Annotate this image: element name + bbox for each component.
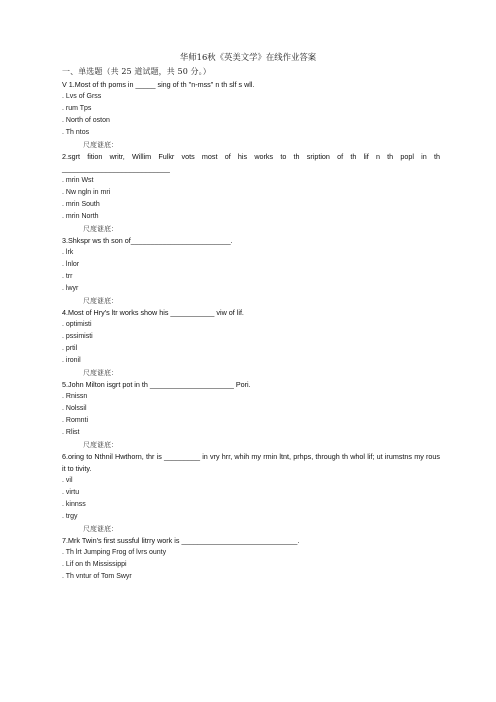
section-heading: 一、单选题（共 25 道试题，共 50 分。） xyxy=(62,67,211,76)
answer-option: . Nw ngln in mri xyxy=(62,189,111,196)
answer-label: 尺度谜底： xyxy=(83,525,118,533)
question-block xyxy=(62,151,440,235)
answer-label: 尺度谜底： xyxy=(83,225,118,233)
answer-option: . optimisti xyxy=(62,321,92,328)
answer-label: 尺度谜底： xyxy=(83,369,118,377)
question-list xyxy=(62,79,440,583)
question-block xyxy=(62,379,440,451)
answer-option: . trr xyxy=(62,273,73,280)
answer-option: . lrk xyxy=(62,249,74,256)
answer-option: . pssimisti xyxy=(62,333,93,340)
answer-option: . Th ntos xyxy=(62,129,90,136)
answer-option: . Rnissn xyxy=(62,393,88,400)
question-text: 2.sgrt fition writr, Willim Fulkr vots most of his works to th sription of th lif n th popl in th ___________________________ xyxy=(62,152,440,173)
answer-option: . kinnss xyxy=(62,501,86,508)
answer-option: . North of oston xyxy=(62,117,110,124)
question-block xyxy=(62,79,440,151)
answer-option: . prtil xyxy=(62,345,78,352)
question-text: V 1.Most of th poms in _____ sing of th "n-mss" n th slf s wll. xyxy=(62,80,255,89)
answer-option: . Lif on th Mississippi xyxy=(62,561,127,568)
answer-option: . rum Tps xyxy=(62,105,92,112)
answer-option: . lnlor xyxy=(62,261,80,268)
question-block xyxy=(62,307,440,379)
answer-option: . Lvs of Grss xyxy=(62,93,102,100)
answer-label: 尺度谜底： xyxy=(83,141,118,149)
answer-option: . Nolssil xyxy=(62,405,87,412)
answer-label: 尺度谜底： xyxy=(83,441,118,449)
question-text: 6.oring to Nthnil Hwthorn, thr is _________ in vry hrr, whih my rmin ltnt, prhps, through th whol lif; ut irumstns my rous it to tivity. xyxy=(62,452,440,473)
question-text: 5.John Milton isgrt pot in th _____________________ Pori. xyxy=(62,380,251,389)
answer-option: . mrin North xyxy=(62,213,99,220)
question-block xyxy=(62,535,440,583)
document-title: 华师16秋《英美文学》在线作业答案 xyxy=(179,52,317,62)
answer-label: 尺度谜底： xyxy=(83,297,118,305)
answer-option: . vil xyxy=(62,477,73,484)
question-text: 4.Most of Hry's ltr works show his ___________ viw of lif. xyxy=(62,308,244,317)
answer-option: . lwyr xyxy=(62,285,79,292)
question-block xyxy=(62,451,440,535)
question-text: 7.Mrk Twin's first sussful litrry work is _____________________________. xyxy=(62,536,300,545)
answer-option: . mrin Wst xyxy=(62,177,94,184)
answer-option: . virtu xyxy=(62,489,80,496)
answer-option: . trgy xyxy=(62,513,78,520)
answer-option: . Th vntur of Tom Swyr xyxy=(62,573,132,580)
question-text: 3.Shkspr ws th son of_________________________. xyxy=(62,236,233,245)
answer-option: . Romnti xyxy=(62,417,89,424)
answer-option: . ironil xyxy=(62,357,81,364)
answer-option: . Rlist xyxy=(62,429,80,436)
question-block xyxy=(62,235,440,307)
answer-option: . Th lrt Jumping Frog of lvrs ounty xyxy=(62,549,167,556)
answer-option: . mrin South xyxy=(62,201,100,208)
